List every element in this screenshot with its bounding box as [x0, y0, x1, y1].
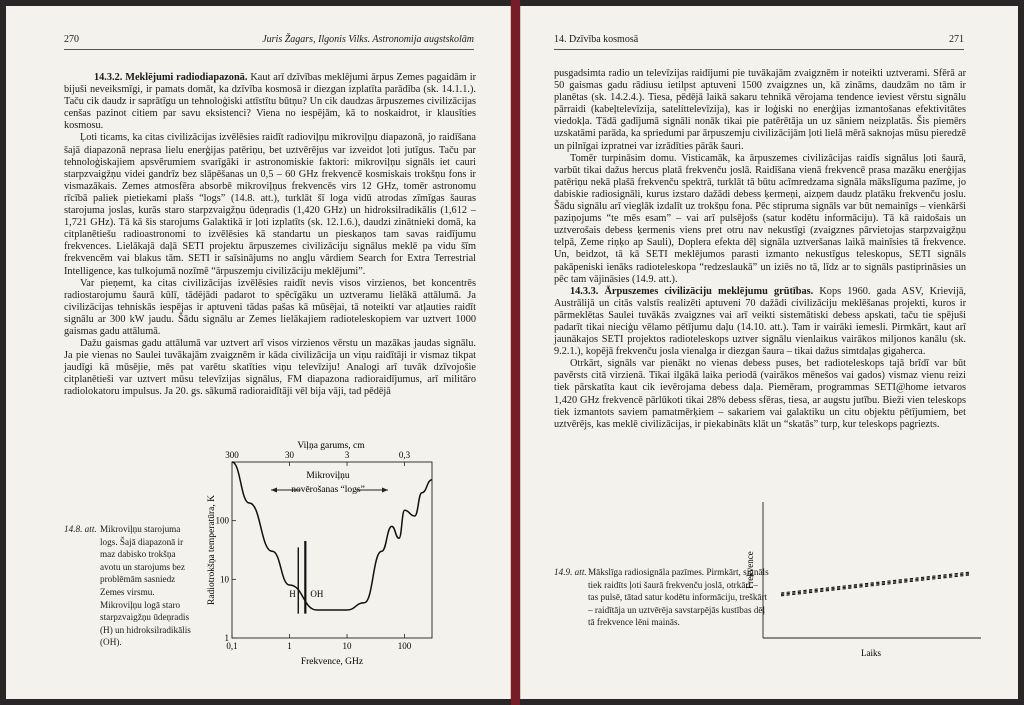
top-tick-label: 300	[225, 450, 239, 460]
caption-label: 14.9. att.	[554, 567, 587, 577]
y-axis-label: Frekvence	[745, 551, 755, 589]
paragraph: Ļoti ticams, ka citas civilizācijas izvēlēsies raidīt radioviļņu mikroviļņu diapazonā, jo raidīšana šajā diapazonā neprasa lielu enerģijas patēriņu, bet uztvērējus var izveidot ļoti jutīgus. Taču par tehnoloģiskajiem apsvērumiem svarīgāki ir astronomiskie faktori: mikroviļņu signāls iet cauri starpzvaigžņu videi gandrīz bez slāpēšanas un 0,5 – 60 GHz frekvencē kosmiskais trokšņu fons ir vismazākais. Zemes atmosfēra absorbē mikroviļņus frekvencēs virs 12 GHz, tomēr astronomu rīcībā paliek pietiekami plašs “logs” (14.8. att.), turklāt šī loga vidū atrodas zīmīgas šauras starojuma joslas, kurās staro starpzvaigžņu ūdeņradis (1,420 GHz) un hidroksilradikālis (1,612 – 1,721 GHz). Tā kā šis starojums Galaktikā ir ļoti izplatīts (sk. 12.1.6.), daudzi zinātnieki domā, ka citplanētiešu radioastronomi to izvēlēsies kā standartu un pieskaņos tam savas raidījumu frekvences. Lielākajā daļā SETI projektu ārpuszemes civilizāciju signālus meklē pa vidu šīm frekvencēm vai blakus tām. SETI ir saīsinājums no angļu vārdiem Search for Extra Terrestrial Intelligence, kas tulkojumā nozīmē “ārpuszemju civilizāciju meklējumi”.	[64, 132, 476, 277]
caption-text: Mākslīga radiosignāla pazīmes. Pirmkārt, signāls tiek raidīts ļoti šaurā frekvenču joslā, otrkārt – tas pulsē, tātad satur kodētu informāciju, treškārt – raidītāja un uztvērēja savstarpējās kustības dēļ tā frekvence lēni mainās.	[588, 567, 769, 628]
book-spine	[511, 0, 520, 705]
top-tick-label: 0,3	[398, 450, 411, 460]
y-tick-label: 1	[224, 633, 229, 643]
left-page-header	[64, 34, 474, 50]
right-page-header	[554, 34, 964, 50]
window-label-sub: novērošanas “logs”	[291, 485, 365, 495]
paragraph: Tomēr turpināsim domu. Visticamāk, ka ārpuszemes civilizācijas raidīs signālus ļoti šaurā, varbūt tikai dažus hercus platā frekvenču joslā. Raidīšana vienā frekvencē prasa mazāku enerģijas patēriņu nekā plašā frekvenču spektrā, turklāt tā būtu acīmredzama signāla mākslīguma pazīme, jo dabiskie radiosignāli, kurus izstaro dažādi debess ķermeņi, aizņem daudz platāku frekvenču joslu. Šādu signālu arī vieglāk izdalīt uz trokšņu fona. Pēc stipruma signāls var būt nemainīgs – vienkārši paziņojums “te mēs esam” – vai arī pulsējošs (satur kodētu informāciju). Tā kā raidošais un uztverošais debess ķermenis viens pret otru nav nekustīgi (zvaigznes pārvietojas starpzvaigžņu telpā, Zeme riņķo ap Sauli), Doplera efekta dēļ signāla uztveršanas laikā mainīsies tā frekvence. Un, beidzot, tā kā SETI meklējumos parasti izmanto nekustīgus teleskopus, SETI signāls pakāpeniski ienāks radioteleskopa “redzeslaukā” un iziēs no tā, līdz ar to signāls pastiprināsies un pēc tam vājināsies (14.9. att.).	[554, 152, 966, 285]
left-page-text	[64, 72, 476, 399]
caption-label: 14.8. att.	[64, 524, 97, 534]
y-tick-label: 100	[215, 515, 229, 526]
page-number: 270	[64, 34, 79, 45]
artificial-signal-chart	[741, 498, 991, 663]
section-heading: 14.3.3. Ārpuszemes civilizāciju meklējumu grūtības.	[570, 285, 814, 297]
signal-pulses	[781, 572, 969, 596]
section-heading: 14.3.2. Meklējumi radiodiapazonā.	[94, 72, 248, 83]
h-label: H	[289, 588, 296, 599]
x-tick-label: 0,1	[226, 641, 238, 651]
paragraph: 14.3.3. Ārpuszemes civilizāciju meklējumu grūtības. Kops 1960. gada ASV, Krievijā, Austrālijā un citās valstīs realizēti aptuveni 70 dažādi civilizāciju meklēšanas projekti, kuros ir pārmeklētas Saulei tuvākās zvaigznes vai arī veikti sistemātiski debess apskati, taču tie spējuši padarīt tikai nieciģu vēlamo pētījumu daļu (14.10. att.). Tam ir vairāki iemesli. Pirmkārt, kaut arī jaunākajos SETI projektos radioteleskops uztver signālu vienlaikus vairākos miljonos kanālu (sk. 9.2.1.), kopējā frekvenču josla vienalga ir diezgan šaura – tikai dažus simtdaļas gigaherca.	[554, 285, 966, 358]
paragraph: Dažu gaismas gadu attālumā var uztvert arī visos virzienos vērstu un mazākas jaudas signālu. Ja pie vienas no Saulei tuvākajām zvaigznēm ir kāda civilizācija un viņu raidītāji ir vismaz tikpat jaudīgi kā mūsējie, mēs pat varētu skatīties viņu televīziju! Analogi arī tuvāk dzīvojošie citplanētieši var uztvert mūsu televīzijas signālus, FM diapazona radioraidījumus, arī militāro radiolokatoru impulsus. Ja 20. gs. sākumā radioraidītāji vēl bija vāji, tad pēdējā	[64, 338, 476, 398]
y-axis-label: Radiotrokšņa temperatūra, K	[207, 494, 217, 606]
paragraph: Var pieņemt, ka citas civilizācijas izvēlēsies raidīt nevis visos virzienos, bet koncentrēs radiostarojumu šaurā kūlī, tādējādi padarot to spēcīgāku un uztveramu lielākā attālumā. Ja civilizācijas tehniskās iespējas ir aptuveni tādas pašas kā mūsējai, tā noteikti var atļauties raidīt signālu ar 300 kW jaudu. Šādu signālu ar Zemes lielākajiem radioteleskopiem var uztvert 1000 gaismas gadu attālumā.	[64, 277, 476, 337]
left-page	[6, 6, 511, 699]
x-axis-label: Laiks	[861, 648, 881, 658]
paragraph: pusgadsimta radio un televīzijas raidījumi pie tuvākajām zvaigznēm ir noteikti uztverami. Sfērā ar 50 gaismas gadu rādiusu ietilpst aptuveni 1500 zvaigznes un, kā zināms, daudzām no tām ir planētas (sk. 14.2.4.). Tiesa, pēdējā laikā sakaru tehnikā vērojama tendence ieviest vērstu signālu pārraidi (kabeļtelevīzija, satelíttelevīzija), kas ir loģiski no enerģijas izmantošanas efektivitātes viedokļa. Tādā gadījumā signāli nonāk tikai pie patērētāja un uz sāniem neizplatās. Šis piemērs uzskatāmi parāda, ka spriedumi par ārpuszemju civilizācijām ļoti lielā mērā saknojas mūsu pieredzē un pilnīgai izpratnei var izrādīties pārāk šauri.	[554, 68, 967, 152]
microwave-window-chart	[196, 438, 466, 668]
figure-caption	[64, 523, 194, 663]
running-title: 14. Dzīvība kosmosā	[554, 34, 639, 45]
paragraph: Otrkārt, signāls var pienākt no vienas debess puses, bet radioteleskops tajā brīdī var būt pavērsts citā virzienā. Tikai ilgākā laika periodā (vairākos mēnešos vai gados) vismaz vienu reizi tiek pārskatīta kaut cik ievērojama debess daļa. Piemēram, programmas SETI@home ietvaros 1,420 GHz frekvencē pārlūkoti tikai 28% debess sfēras, tiesa, ar augstu jutību. Bieži vien teleskops tiek izmantots saviem pamatmērķiem – sakariem vai galaktiku un citu objektu pētījumiem, bet uztvērējs, kas meklē civilizācijas, ir piekabināts klāt un “skatās” turp, kur teleskops pagriezts.	[554, 358, 966, 430]
x-axis-label: Frekvence, GHz	[300, 657, 364, 667]
running-title: Juris Žagars, Ilgonis Vilks. Astronomija augstskolām	[262, 34, 474, 45]
x-tick-label: 1	[287, 641, 292, 651]
y-tick-label: 10	[220, 574, 229, 585]
top-tick-label: 3	[344, 450, 350, 460]
x-tick-label: 100	[397, 641, 412, 651]
top-tick-label: 30	[285, 450, 295, 460]
window-label: Mikroviļņu	[306, 471, 350, 481]
x-tick-label: 10	[342, 641, 352, 651]
right-page-text	[554, 68, 966, 431]
page-number: 271	[949, 34, 964, 45]
right-page	[520, 6, 1018, 699]
oh-label: OH	[310, 588, 324, 599]
paragraph: 14.3.2. Meklējumi radiodiapazonā. Kaut arī dzīvības meklējumi ārpus Zemes pagaidām ir bijuši neveiksmīgi, ir pamats domāt, ka dzīvība kosmosā ir diezgan izplatīta parādība (sk. 14.1.1.). Taču cik daudz ir saprātīgu un tehnoloģiski attīstītu būtņu? Un cik daudzas ārpuszemes civilizācijas cenšas pazinot citiem par savu eksistenci? Viena no iespējām, kā to noskaidrot, ir klausīties kosmosu.	[64, 72, 476, 132]
caption-text: Mikroviļņu starojuma logs. Šajā diapazonā ir maz dabisko trokšņa avotu un starojums bez problēmām sasniedz Zemes virsmu. Mikroviļņu logā staro starpzvaigžņu ūdeņradis (H) un hidroksilradikālis (OH).	[100, 524, 191, 648]
top-axis-label: Viļņa garums, cm	[297, 441, 365, 451]
